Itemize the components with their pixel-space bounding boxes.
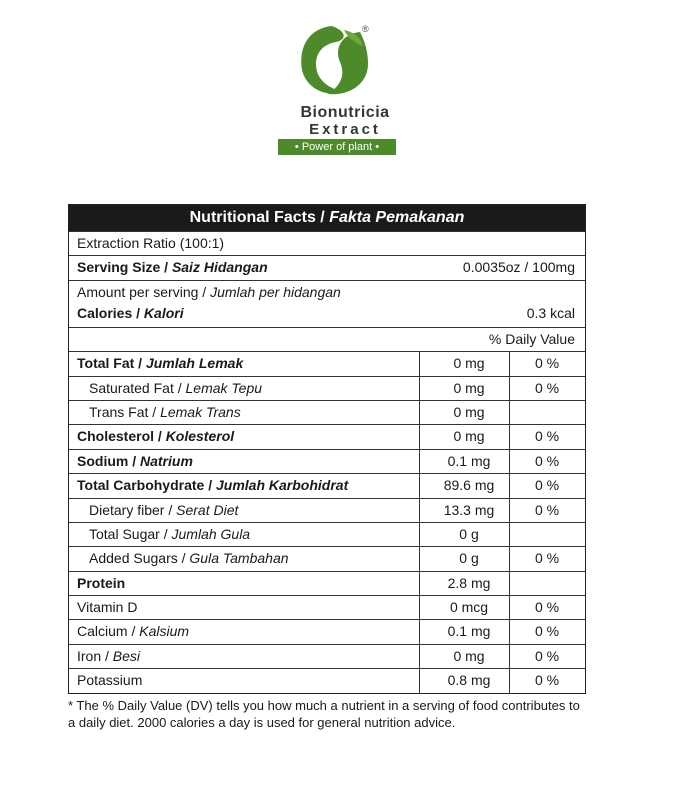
nutrient-label: Sodium / Natrium <box>77 452 193 469</box>
table-row <box>69 595 585 619</box>
column-divider <box>509 547 510 570</box>
column-divider <box>419 572 420 595</box>
serving-size-row: Serving Size / Saiz Hidangan 0.0035oz / 100mg <box>69 255 585 279</box>
nutrient-label: Total Carbohydrate / Jumlah Karbohidrat <box>77 477 349 494</box>
column-divider <box>419 547 420 570</box>
nutrition-facts-table <box>68 204 586 694</box>
nutrient-label: Total Sugar / Jumlah Gula <box>89 525 251 542</box>
nutrient-amount: 0.8 mg <box>447 672 491 689</box>
nutrient-amount: 0 mcg <box>449 599 489 616</box>
nutrient-label: Calcium / Kalsium <box>77 623 190 640</box>
nutrient-amount: 0 mg <box>453 379 485 396</box>
table-row <box>69 473 585 497</box>
nutrient-amount: 0 mg <box>453 647 485 664</box>
column-divider <box>419 620 420 643</box>
nutrient-label: Protein <box>77 574 126 591</box>
column-divider <box>419 450 420 473</box>
table-row <box>69 546 585 570</box>
nutrient-amount: 0.1 mg <box>447 623 491 640</box>
table-row <box>69 644 585 668</box>
column-divider <box>419 645 420 668</box>
column-divider <box>509 352 510 375</box>
nutrient-label: Saturated Fat / Lemak Tepu <box>89 379 263 396</box>
calories-row: Amount per serving / Jumlah per hidangan Calories / Kalori 0.3 kcal <box>69 280 585 327</box>
nutrient-label: Iron / Besi <box>77 647 141 664</box>
column-divider <box>509 669 510 692</box>
column-divider <box>419 377 420 400</box>
daily-value-header-row: % Daily Value <box>69 327 585 351</box>
nutrient-amount: 2.8 mg <box>447 574 491 591</box>
nutrient-daily-value: 0 % <box>534 477 560 494</box>
table-row <box>69 424 585 448</box>
table-row <box>69 498 585 522</box>
nutrient-daily-value: 0 % <box>534 452 560 469</box>
column-divider <box>509 499 510 522</box>
nutrient-daily-value: 0 % <box>534 599 560 616</box>
footnote: * The % Daily Value (DV) tells you how much a nutrient in a serving of food contributes to a daily diet. 2000 calories a day is used for general nutrition advice. <box>68 698 580 730</box>
nutrient-amount: 0.1 mg <box>447 452 491 469</box>
registered-mark: ® <box>362 24 369 34</box>
column-divider <box>509 425 510 448</box>
nutrient-daily-value: 0 % <box>534 672 560 689</box>
nutrient-amount: 0 g <box>459 550 479 567</box>
column-divider <box>509 474 510 497</box>
nutrient-amount: 0 g <box>459 525 479 542</box>
column-divider <box>509 450 510 473</box>
nutrient-amount: 0 mg <box>453 403 485 420</box>
nutrient-label: Vitamin D <box>77 599 138 616</box>
nutrient-label: Cholesterol / Kolesterol <box>77 428 235 445</box>
table-row <box>69 351 585 375</box>
column-divider <box>419 425 420 448</box>
column-divider <box>509 620 510 643</box>
table-row <box>69 376 585 400</box>
tagline-badge: • Power of plant • <box>278 139 396 155</box>
column-divider <box>509 401 510 424</box>
table-row <box>69 449 585 473</box>
brand-logo <box>270 22 420 162</box>
nutrient-label: Total Fat / Jumlah Lemak <box>77 355 244 372</box>
column-divider <box>419 352 420 375</box>
table-row <box>69 571 585 595</box>
extraction-ratio-row: Extraction Ratio (100:1) <box>69 231 585 255</box>
nutrient-daily-value: 0 % <box>534 355 560 372</box>
table-title: Nutritional Facts / Fakta Pemakanan <box>69 205 585 231</box>
column-divider <box>509 377 510 400</box>
column-divider <box>509 523 510 546</box>
column-divider <box>419 499 420 522</box>
nutrient-amount: 89.6 mg <box>443 477 495 494</box>
nutrient-daily-value: 0 % <box>534 647 560 664</box>
nutrient-daily-value: 0 % <box>534 379 560 396</box>
column-divider <box>509 645 510 668</box>
table-row <box>69 668 585 692</box>
column-divider <box>419 523 420 546</box>
column-divider <box>509 596 510 619</box>
nutrient-daily-value: 0 % <box>534 623 560 640</box>
nutrient-label: Added Sugars / Gula Tambahan <box>89 550 289 567</box>
leaf-logo-icon <box>292 22 382 102</box>
nutrient-daily-value: 0 % <box>534 428 560 445</box>
nutrient-rows <box>69 351 585 692</box>
table-row <box>69 522 585 546</box>
column-divider <box>509 572 510 595</box>
nutrient-amount: 0 mg <box>453 428 485 445</box>
nutrient-amount: 13.3 mg <box>443 501 495 518</box>
column-divider <box>419 596 420 619</box>
column-divider <box>419 669 420 692</box>
table-row <box>69 400 585 424</box>
nutrient-amount: 0 mg <box>453 355 485 372</box>
nutrient-daily-value: 0 % <box>534 501 560 518</box>
brand-name-line2: Extract <box>309 121 381 138</box>
column-divider <box>419 401 420 424</box>
nutrient-label: Trans Fat / Lemak Trans <box>89 403 241 420</box>
nutrient-daily-value: 0 % <box>534 550 560 567</box>
table-row <box>69 619 585 643</box>
nutrient-label: Potassium <box>77 672 143 689</box>
nutrient-label: Dietary fiber / Serat Diet <box>89 501 239 518</box>
column-divider <box>419 474 420 497</box>
brand-name: Bionutricia <box>300 104 390 121</box>
